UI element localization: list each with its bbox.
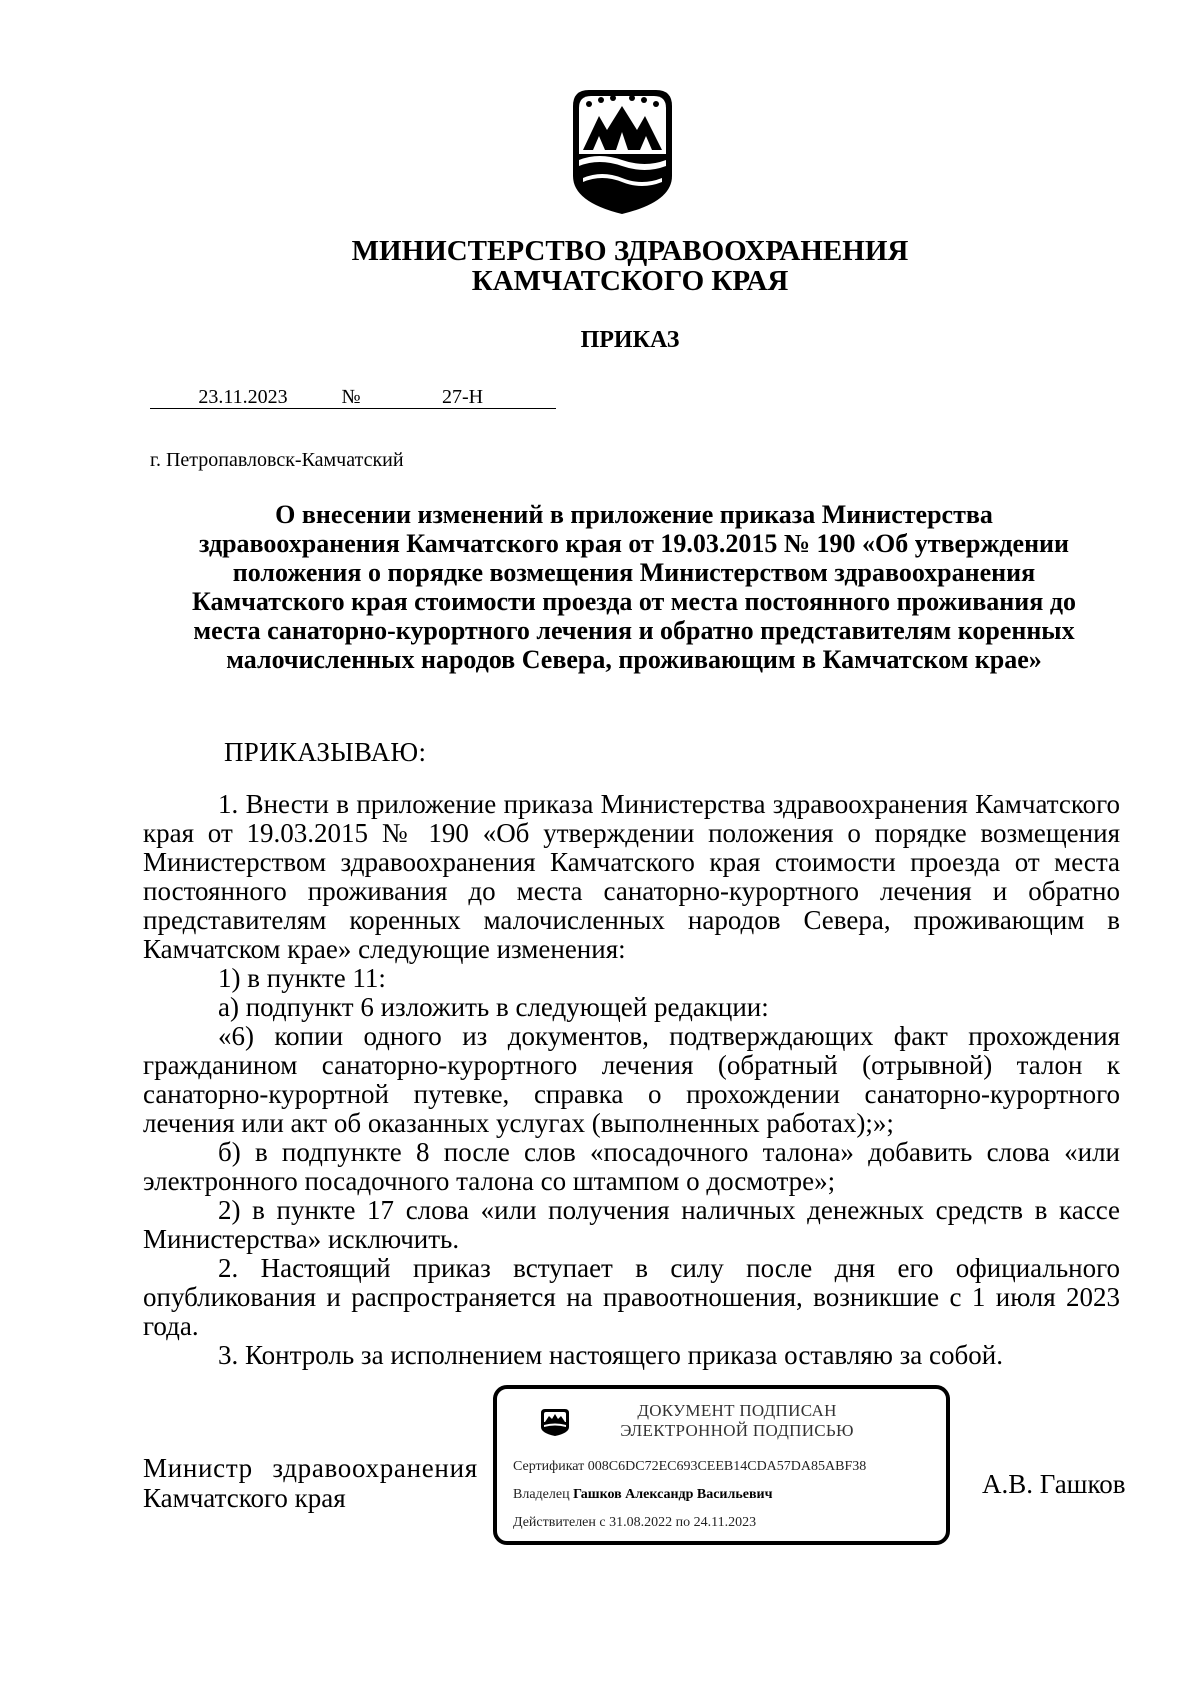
registration-date: 23.11.2023 <box>150 385 336 409</box>
kamchatka-coat-of-arms-icon <box>539 1407 571 1437</box>
owner-label: Владелец <box>513 1487 570 1502</box>
order-paragraph: «6) копии одного из документов, подтверждающих факт прохождения гражданином санаторно-курортного лечения (обратный (отрывной) талон к санаторно-курортной путевке, справка о прохождении санаторно-курортного лечения или акт об оказанных услугах (выполненных работах);»; <box>143 1021 1120 1138</box>
order-paragraph: а) подпункт 6 изложить в следующей редакции: <box>218 992 769 1022</box>
subject-line: малочисленных народов Севера, проживающим в Камчатском крае» <box>226 645 1042 674</box>
certificate-line <box>513 1459 866 1475</box>
stamp-heading-line2: ЭЛЕКТРОННОЙ ПОДПИСЬЮ <box>620 1421 854 1440</box>
subject-line: здравоохранения Камчатского края от 19.03.2015 № 190 «Об утверждении <box>198 529 1070 558</box>
order-paragraph: б) в подпункте 8 после слов «посадочного талона» добавить слова «или электронного посадочного талона со штампом о досмотре»; <box>143 1137 1120 1196</box>
validity-line <box>513 1515 756 1531</box>
validity-from: 31.08.2022 <box>609 1515 673 1530</box>
certificate-label: Сертификат <box>513 1459 585 1474</box>
place-of-issue: г. Петропавловск-Камчатский <box>150 449 404 471</box>
document-subject <box>140 500 1128 674</box>
registration-number: 27-Н <box>366 385 556 409</box>
organization-title <box>150 236 1110 296</box>
electronic-signature-stamp <box>493 1385 950 1545</box>
registration-number-sign: № <box>336 385 366 409</box>
subject-line: О внесении изменений в приложение приказа Министерства <box>275 500 993 529</box>
validity-from-prefix: с <box>599 1515 606 1530</box>
validity-to-prefix: по <box>675 1515 691 1530</box>
stamp-heading-line1: ДОКУМЕНТ ПОДПИСАН <box>637 1401 837 1420</box>
signer-name: А.В. Гашков <box>982 1469 1126 1499</box>
subject-line: Камчатского края стоимости проезда от места постоянного проживания до <box>192 587 1076 616</box>
signer-position <box>143 1453 478 1513</box>
stamp-heading <box>607 1401 867 1441</box>
kamchatka-coat-of-arms-icon <box>569 84 676 216</box>
owner-value: Гашков Александр Васильевич <box>573 1487 773 1502</box>
signer-position-line1: Министр здравоохранения <box>143 1453 478 1483</box>
order-word: ПРИКАЗЫВАЮ: <box>224 737 427 767</box>
order-paragraph: 2) в пункте 17 слова «или получения наличных денежных средств в кассе Министерства» исключить. <box>143 1195 1120 1254</box>
organization-title-line1: МИНИСТЕРСТВО ЗДРАВООХРАНЕНИЯ <box>351 235 909 267</box>
order-paragraph: 3. Контроль за исполнением настоящего приказа оставляю за собой. <box>218 1340 1003 1370</box>
validity-to: 24.11.2023 <box>693 1515 757 1530</box>
signer-position-line2: Камчатского края <box>143 1483 346 1513</box>
organization-title-line2: КАМЧАТСКОГО КРАЯ <box>471 265 789 297</box>
validity-label: Действителен <box>513 1515 596 1530</box>
order-paragraph: 1. Внести в приложение приказа Министерства здравоохранения Камчатского края от 19.03.2015 № 190 «Об утверждении положения о порядке возмещения Министерством здравоохранения Камчатского края стоимости проезда от места постоянного проживания до места санаторно-курортного лечения и обратно представителям коренных малочисленных народов Севера, проживающим в Камчатском крае» следующие изменения: <box>143 789 1120 964</box>
subject-line: положения о порядке возмещения Министерством здравоохранения <box>232 558 1036 587</box>
order-paragraph: 2. Настоящий приказ вступает в силу после дня его официального опубликования и распространяется на правоотношения, возникшие с 1 июля 2023 года. <box>143 1253 1120 1341</box>
certificate-value: 008C6DC72EC693CEEB14CDA57DA85ABF38 <box>587 1459 867 1474</box>
subject-line: места санаторно-курортного лечения и обратно представителям коренных <box>193 616 1075 645</box>
order-body <box>143 790 1120 1370</box>
document-type: ПРИКАЗ <box>580 327 680 353</box>
order-paragraph: 1) в пункте 11: <box>218 963 386 993</box>
owner-line <box>513 1487 773 1503</box>
